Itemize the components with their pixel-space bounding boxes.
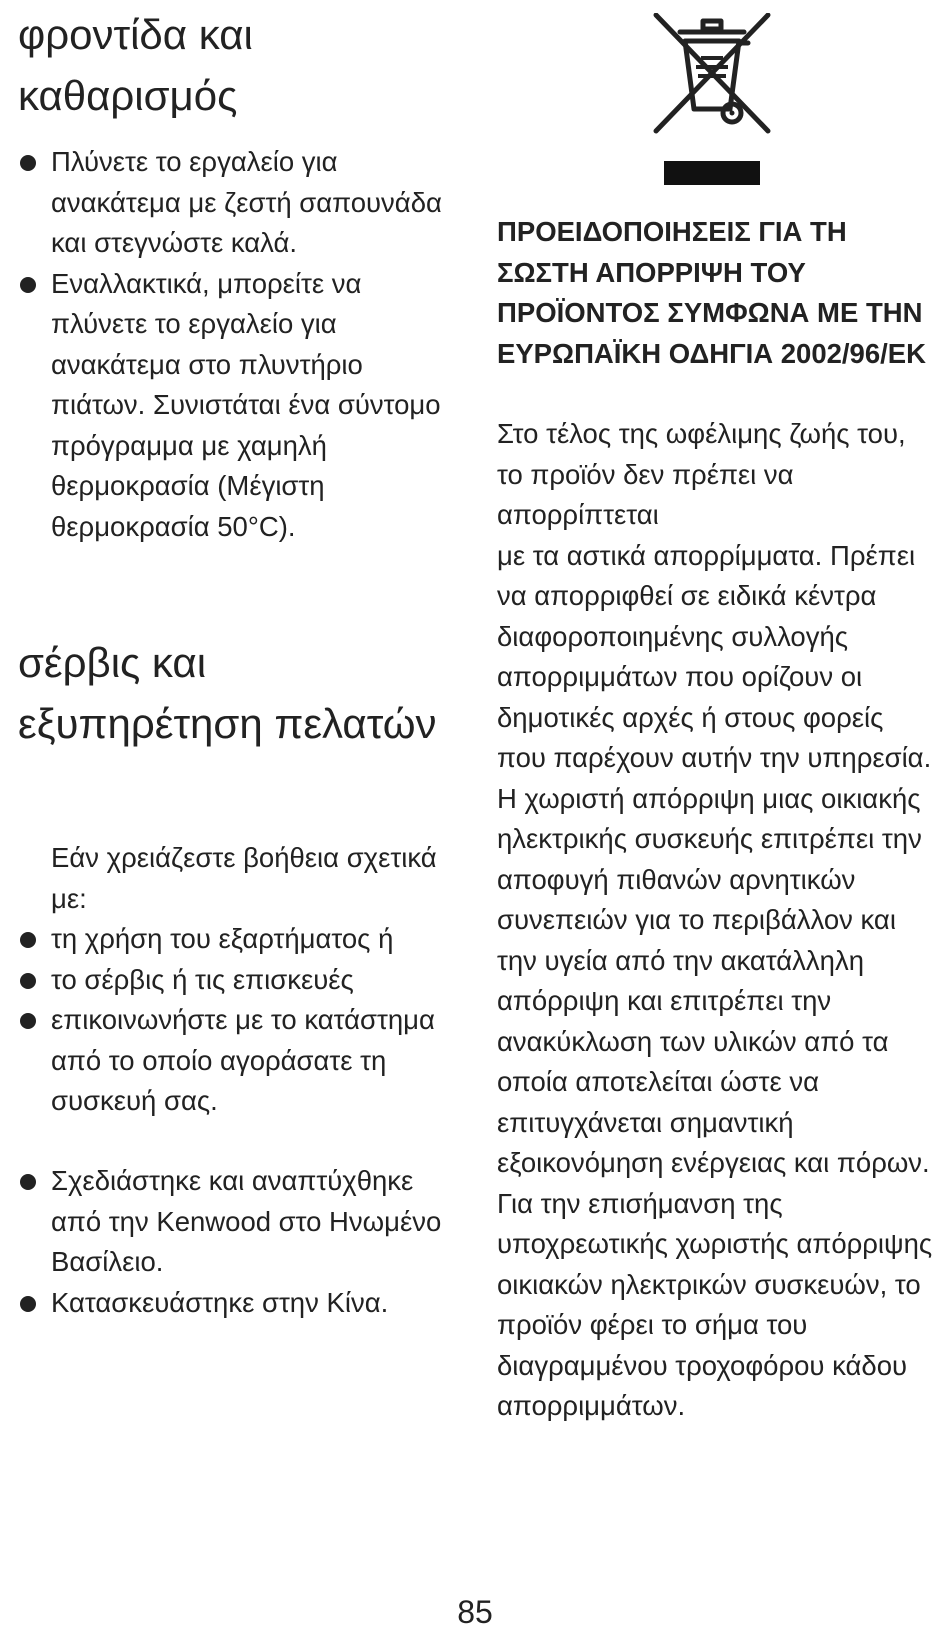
origin-list: [18, 1161, 458, 1323]
service-intro: Εάν χρειάζεστε βοήθεια σχετικά με:: [51, 842, 437, 914]
bullet-icon: [20, 155, 36, 171]
list-item: Πλύνετε το εργαλείο για ανακάτεμα με ζεστή σαπουνάδα και στεγνώστε καλά.: [18, 142, 458, 264]
care-list: [18, 142, 458, 547]
bullet-icon: [20, 277, 36, 293]
bullet-icon: [20, 973, 36, 989]
bullet-icon: [20, 1174, 36, 1190]
service-heading: σέρβις και εξυπηρέτηση πελατών: [18, 639, 437, 747]
page-number: 85: [457, 1594, 493, 1630]
bullet-icon: [20, 1296, 36, 1312]
list-item: τη χρήση του εξαρτήματος ή: [18, 919, 458, 960]
disposal-title: ΠΡΟΕΙΔΟΠΟΙΗΣΕΙΣ ΓΙΑ ΤΗ ΣΩΣΤΗ ΑΠΟΡΡΙΨΗ ΤΟΥ ΠΡΟΪΟΝΤΟΣ ΣΥΜΦΩΝΑ ΜΕ ΤΗΝ ΕΥΡΩΠΑΪΚΗ ΟΔΗΓΙΑ 2002/96/ΕΚ: [497, 216, 926, 369]
list-item: Σχεδιάστηκε και αναπτύχθηκε από την Kenwood στο Ηνωμένο Βασίλειο.: [18, 1161, 458, 1283]
list-item: Εναλλακτικά, μπορείτε να πλύνετε το εργαλείο για ανακάτεμα στο πλυντήριο πιάτων. Συνιστάται ένα σύντομο πρόγραμμα με χαμηλή θερμοκρασία (Μέγιστη θερμοκρασία 50°C).: [18, 264, 458, 548]
service-list: [18, 919, 458, 1122]
list-item: επικοινωνήστε με το κατάστημα από το οποίο αγοράσατε τη συσκευή σας.: [18, 1000, 458, 1122]
crossed-out-wheelie-bin-icon: [652, 13, 772, 185]
bullet-icon: [20, 1013, 36, 1029]
list-item: το σέρβις ή τις επισκευές: [18, 960, 458, 1001]
disposal-body: Στο τέλος της ωφέλιμης ζωής του, το προϊόν δεν πρέπει να απορρίπτεται με τα αστικά απορρίμματα. Πρέπει να απορριφθεί σε ειδικά κέντρα διαφοροποιημένης συλλογής απορριμμάτων που ορίζουν οι δημοτικές αρχές ή στους φορείς που παρέχουν αυτήν την υπηρεσία. Η χωριστή απόρριψη μιας οικιακής ηλεκτρικής συσκευής επιτρέπει την αποφυγή πιθανών αρνητικών συνεπειών για το περιβάλλον και την υγεία από την ακατάλληλη απόρριψη και επιτρέπει την ανακύκλωση των υλικών από τα οποία αποτελείται ώστε να επιτυγχάνεται σημαντική εξοικονόμηση ενέργειας και πόρων. Για την επισήμανση της υποχρεωτικής χωριστής απόρριψης οικιακών ηλεκτρικών συσκευών, το προϊόν φέρει το σήμα του διαγραμμένου τροχοφόρου κάδου απορριμμάτων.: [497, 418, 933, 1421]
bullet-icon: [20, 932, 36, 948]
care-heading: φροντίδα και καθαρισμός: [18, 11, 253, 119]
list-item: Κατασκευάστηκε στην Κίνα.: [18, 1283, 458, 1324]
